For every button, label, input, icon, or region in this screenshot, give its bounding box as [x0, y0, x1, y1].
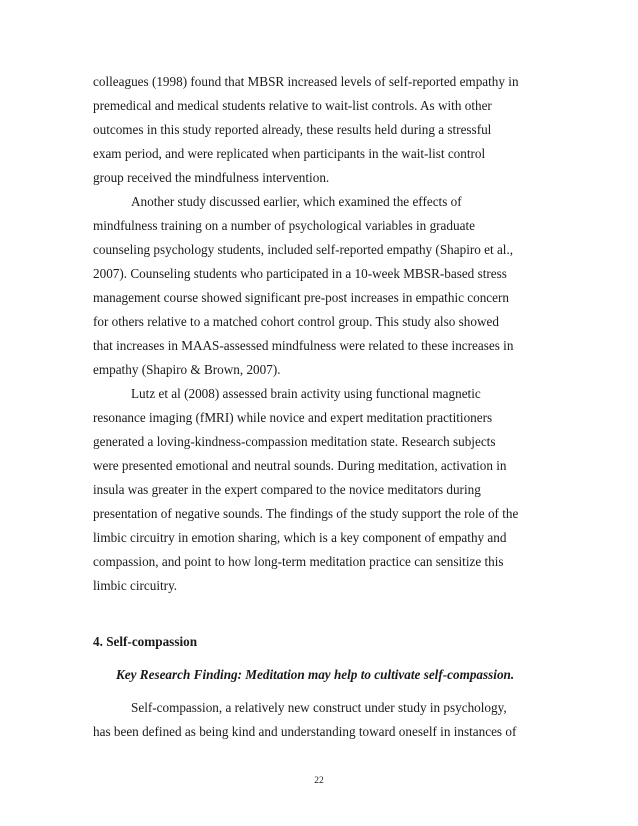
text-line: exam period, and were replicated when participants in the wait-list control	[93, 146, 486, 161]
text-line: insula was greater in the expert compared to the novice meditators during	[93, 482, 481, 497]
text-line: management course showed significant pre-post increases in empathic concern	[93, 290, 509, 305]
text-line: limbic circuitry.	[93, 578, 178, 593]
text-line: compassion, and point to how long-term meditation practice can sensitize this	[93, 554, 504, 569]
text-line: has been defined as being kind and understanding toward oneself in instances of	[93, 724, 517, 739]
text-line: empathy (Shapiro & Brown, 2007).	[93, 362, 281, 377]
text-line: Self-compassion, a relatively new construct under study in psychology,	[131, 700, 507, 715]
text-line: Another study discussed earlier, which examined the effects of	[131, 194, 462, 209]
text-line: presentation of negative sounds. The findings of the study support the role of the	[93, 506, 519, 521]
key-research-finding: Key Research Finding: Meditation may help to cultivate self-compassion.	[116, 667, 515, 682]
text-line: outcomes in this study reported already, these results held during a stressful	[93, 122, 492, 137]
text-line: mindfulness training on a number of psychological variables in graduate	[93, 218, 475, 233]
text-line: that increases in MAAS-assessed mindfulness were related to these increases in	[93, 338, 514, 353]
text-line: 2007). Counseling students who participated in a 10-week MBSR-based stress	[93, 266, 507, 281]
text-line: counseling psychology students, included self-reported empathy (Shapiro et al.,	[93, 242, 514, 257]
text-line: generated a loving-kindness-compassion meditation state. Research subjects	[93, 434, 496, 449]
text-line: for others relative to a matched cohort control group. This study also showed	[93, 314, 499, 329]
text-line: limbic circuitry in emotion sharing, which is a key component of empathy and	[93, 530, 507, 545]
text-line: were presented emotional and neutral sounds. During meditation, activation in	[93, 458, 507, 473]
text-line: group received the mindfulness intervention.	[93, 170, 330, 185]
section-heading: 4. Self-compassion	[93, 634, 198, 649]
text-line: Lutz et al (2008) assessed brain activity using functional magnetic	[131, 386, 481, 401]
text-line: resonance imaging (fMRI) while novice and expert meditation practitioners	[93, 410, 493, 425]
text-line: colleagues (1998) found that MBSR increased levels of self-reported empathy in	[93, 74, 519, 89]
text-line: premedical and medical students relative to wait-list controls. As with other	[93, 98, 492, 113]
page-number: 22	[314, 776, 324, 786]
